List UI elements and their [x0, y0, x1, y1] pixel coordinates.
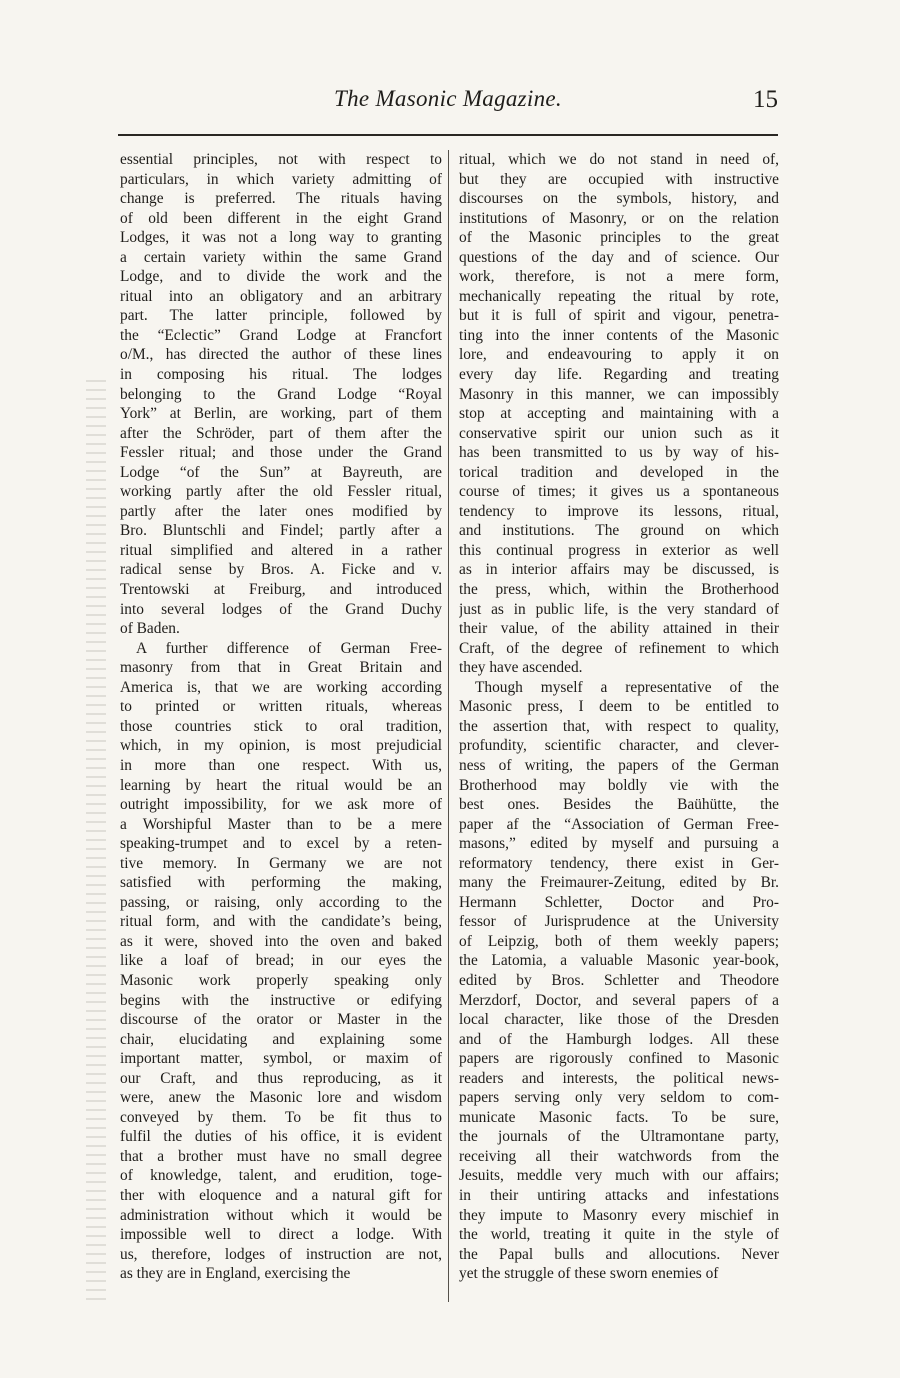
text-line: ther with eloquence and a natural gift for [120, 1186, 442, 1204]
text-line: were, anew the Masonic lore and wisdom [120, 1089, 442, 1107]
text-line: every day life. Regarding and treating [459, 366, 779, 384]
text-line: of old been different in the eight Grand [120, 209, 442, 227]
text-line: they impute to Masonry every mischief in [459, 1206, 779, 1224]
text-line: essential principles, not with respect to [120, 151, 442, 168]
text-line: America is, that we are working according [120, 678, 442, 696]
text-line: partly after the later ones modified by [120, 502, 442, 520]
text-line: of Leipzig, both of them weekly papers; [459, 932, 779, 950]
text-line: Lodge, and to divide the work and the [120, 268, 442, 286]
column-divider [448, 150, 449, 1302]
text-line: Masonic press, I deem to be entitled to [459, 698, 779, 716]
text-line: Brotherhood may boldly vie with the [459, 776, 779, 794]
text-line: ritual form, and with the candidate’s being, [120, 913, 442, 931]
text-line: the Latomia, a valuable Masonic year-book, [459, 952, 779, 970]
text-line: fulfil the duties of his office, it is evident [120, 1128, 442, 1146]
text-line: like a loaf of bread; in our eyes the [120, 952, 442, 970]
text-line: questions of the day and of science. Our [459, 248, 779, 266]
text-line: Jesuits, meddle very much with our affairs; [459, 1167, 779, 1185]
text-line: in more than one respect. With us, [120, 756, 442, 774]
text-line: ness of writing, the papers of the German [459, 756, 779, 774]
scan-gutter-shadow [86, 380, 106, 1300]
text-line: to printed or written rituals, whereas [120, 698, 442, 716]
text-line: those countries stick to oral tradition, [120, 717, 442, 735]
text-line: as in interior affairs may be discussed, is [459, 561, 779, 579]
text-line: tive memory. In Germany we are not [120, 854, 442, 872]
text-line: working partly after the old Fessler ritual, [120, 483, 442, 501]
text-line: but it is full of spirit and vigour, penetra- [459, 307, 779, 325]
text-line: chair, elucidating and explaining some [120, 1030, 442, 1048]
text-line: reformatory tendency, there exist in Ger- [459, 854, 779, 872]
text-line: Lodges, it was not a long way to granting [120, 229, 442, 247]
text-line: mechanically repeating the ritual by rote, [459, 287, 779, 305]
text-line: ritual into an obligatory and an arbitrary [120, 287, 442, 305]
header-rule [118, 134, 778, 136]
text-line: as they are in England, exercising the [120, 1265, 351, 1283]
text-line: paper af the “Association of German Free- [459, 815, 779, 833]
text-line: Trentowski at Freiburg, and introduced [120, 581, 442, 599]
text-line: begins with the instructive or edifying [120, 991, 442, 1009]
text-line: in their untiring attacks and infestations [459, 1186, 779, 1204]
text-line: many the Freimaurer-Zeitung, edited by Br. [459, 874, 779, 892]
text-line: ritual simplified and altered in a rather [120, 541, 442, 559]
text-line: as it were, shoved into the oven and baked [120, 932, 442, 950]
text-line: radical sense by Bros. A. Ficke and v. [120, 561, 442, 579]
text-line: speaking-trumpet and to excel by a reten- [120, 835, 442, 853]
text-line: A further difference of German Free- [136, 639, 442, 657]
text-line: belonging to the Grand Lodge “Royal [120, 385, 442, 403]
text-line: a Worshipful Master than to be a mere [120, 815, 442, 833]
text-line: in composing his ritual. The lodges [120, 366, 442, 384]
text-line: important matter, symbol, or maxim of [120, 1050, 442, 1068]
text-line: receiving all their watchwords from the [459, 1147, 779, 1165]
text-line: masonry from that in Great Britain and [120, 659, 442, 677]
text-line: but they are occupied with instructive [459, 170, 779, 188]
text-line: of knowledge, talent, and erudition, toge- [120, 1167, 442, 1185]
text-line: torical tradition and developed in the [459, 463, 779, 481]
text-line: Bro. Bluntschli and Findel; partly after a [120, 522, 442, 540]
text-line: administration without which it would be [120, 1206, 442, 1224]
text-line: papers are rigorously confined to Masonic [459, 1050, 779, 1068]
text-line: course of times; it gives us a spontaneous [459, 483, 779, 501]
text-line: Masonic work properly speaking only [120, 971, 442, 989]
text-line: Masonry in this manner, we can impossibly [459, 385, 779, 403]
text-line: edited by Bros. Schletter and Theodore [459, 971, 779, 989]
text-line: of the Masonic principles to the great [459, 229, 779, 247]
text-line: the Papal bulls and allocutions. Never [459, 1245, 779, 1263]
page-header [118, 86, 778, 126]
text-line: part. The latter principle, followed by [120, 307, 442, 325]
text-line: Hermann Schletter, Doctor and Pro- [459, 893, 779, 911]
text-line: tendency to improve its lessons, ritual, [459, 502, 779, 520]
text-line: the world, treating it quite in the style of [459, 1226, 779, 1244]
text-line: a certain variety within the same Grand [120, 248, 442, 266]
text-line: work, therefore, is not a mere form, [459, 268, 779, 286]
text-line: impossible well to direct a lodge. With [120, 1226, 442, 1244]
text-line: us, therefore, lodges of instruction are not, [120, 1245, 442, 1263]
text-line: stop at accepting and maintaining with a [459, 405, 779, 423]
text-line: outright impossibility, for we ask more of [120, 796, 442, 814]
text-line: after the Schröder, part of them after the [120, 424, 442, 442]
text-line: they have ascended. [459, 659, 583, 677]
text-line: conveyed by them. To be fit thus to [120, 1108, 442, 1126]
text-line: just as in public life, is the very standard of [459, 600, 779, 618]
left-column [120, 150, 442, 1284]
text-line: papers serving only very seldom to com- [459, 1089, 779, 1107]
text-line: the journals of the Ultramontane party, [459, 1128, 779, 1146]
text-line: satisfied with performing the making, [120, 874, 442, 892]
text-line: institutions of Masonry, or on the relation [459, 209, 779, 227]
text-line: yet the struggle of these sworn enemies of [459, 1265, 719, 1283]
text-line: ting into the inner contents of the Masonic [459, 326, 779, 344]
text-line: the press, which, within the Brotherhood [459, 581, 779, 599]
text-line: has been transmitted to us by way of his- [459, 444, 779, 462]
text-line: discourses on the symbols, history, and [459, 190, 779, 208]
text-line: change is preferred. The rituals having [120, 190, 442, 208]
text-line: Lodge “of the Sun” at Bayreuth, are [120, 463, 442, 481]
text-line: fessor of Jurisprudence at the University [459, 913, 779, 931]
text-line: Fessler ritual; and those under the Grand [120, 444, 442, 462]
text-line: which, in my opinion, is most prejudicial [120, 737, 442, 755]
text-line: and of the Hamburgh lodges. All these [459, 1030, 779, 1048]
text-line: their value, of the ability attained in their [459, 620, 779, 638]
text-line: readers and interests, the political news- [459, 1069, 779, 1087]
text-line: the “Eclectic” Grand Lodge at Francfort [120, 326, 442, 344]
text-line: Merzdorf, Doctor, and several papers of a [459, 991, 779, 1009]
text-line: into several lodges of the Grand Duchy [120, 600, 442, 618]
text-line: lore, and endeavouring to apply it on [459, 346, 779, 364]
text-line: profundity, scientific character, and clever- [459, 737, 779, 755]
page-number: 15 [753, 86, 778, 113]
text-line: passing, or raising, only according to the [120, 893, 442, 911]
text-line: Though myself a representative of the [475, 678, 779, 696]
running-title: The Masonic Magazine. [334, 86, 562, 111]
text-line: this continual progress in exterior as well [459, 541, 779, 559]
text-line: and institutions. The ground on which [459, 522, 779, 540]
text-line: learning by heart the ritual would be an [120, 776, 442, 794]
text-line: o/M., has directed the author of these lines [120, 346, 442, 364]
text-line: particulars, in which variety admitting of [120, 170, 442, 188]
text-line: masons,” edited by myself and pursuing a [459, 835, 779, 853]
text-line: conservative spirit our union such as it [459, 424, 779, 442]
text-line: the assertion that, with respect to quality, [459, 717, 779, 735]
right-column [459, 150, 779, 1284]
text-line: local character, like those of the Dresden [459, 1011, 779, 1029]
text-line: our Craft, and thus reproducing, as it [120, 1069, 442, 1087]
text-line: of Baden. [120, 620, 180, 638]
text-line: best ones. Besides the Baühütte, the [459, 796, 779, 814]
text-line: York” at Berlin, are working, part of them [120, 405, 442, 423]
text-line: discourse of the orator or Master in the [120, 1011, 442, 1029]
text-line: Craft, of the degree of refinement to which [459, 639, 779, 657]
text-line: that a brother must have no small degree [120, 1147, 442, 1165]
text-line: municate Masonic facts. To be sure, [459, 1108, 779, 1126]
text-line: ritual, which we do not stand in need of, [459, 151, 779, 168]
